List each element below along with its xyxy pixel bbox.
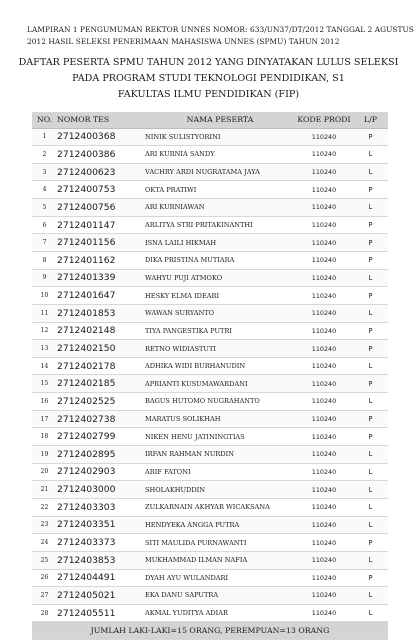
row-number: 20 [32, 463, 57, 481]
table-row [32, 199, 388, 217]
program-code: 110240 [295, 181, 353, 199]
row-number: 14 [32, 357, 57, 375]
header-kode-prodi: KODE PRODI [295, 112, 353, 128]
test-number: 2712402525 [57, 393, 142, 411]
gender-code: L [353, 481, 388, 499]
participant-name: ARI KURNIA SANDY [142, 146, 295, 164]
test-number: 2712401647 [57, 287, 142, 305]
table-row [32, 393, 388, 411]
row-number: 5 [32, 199, 57, 217]
gender-code: P [353, 251, 388, 269]
title-line-3: FAKULTAS ILMU PENDIDIKAN (FIP) [117, 89, 300, 100]
title-line-2: PADA PROGRAM STUDI TEKNOLOGI PENDIDIKAN, S1 [72, 73, 345, 84]
test-number: 2712402148 [57, 322, 142, 340]
row-number: 19 [32, 446, 57, 464]
row-number: 22 [32, 498, 57, 516]
test-number: 2712400753 [57, 181, 142, 199]
header-gender: L/P [353, 112, 388, 128]
row-number: 28 [32, 604, 57, 622]
table-row [32, 569, 388, 587]
participant-name: MARATUS SOLIKHAH [142, 410, 295, 428]
test-number: 2712402895 [57, 446, 142, 464]
row-number: 10 [32, 287, 57, 305]
gender-code: L [353, 199, 388, 217]
program-code: 110240 [295, 128, 353, 146]
summary-row [32, 622, 388, 640]
test-number: 2712402185 [57, 375, 142, 393]
test-number: 2712403373 [57, 534, 142, 552]
program-code: 110240 [295, 498, 353, 516]
test-number: 2712402178 [57, 357, 142, 375]
table-row [32, 146, 388, 164]
header-nama-peserta: NAMA PESERTA [142, 112, 295, 128]
header-nomor-tes: NOMOR TES [57, 112, 142, 128]
participant-table [32, 112, 388, 640]
participant-name: APRIANTI KUSUMAWARDANI [142, 375, 295, 393]
participant-name: MUKHAMMAD ILMAN NAFIA [142, 551, 295, 569]
gender-code: P [353, 234, 388, 252]
row-number: 13 [32, 340, 57, 358]
table-row [32, 304, 388, 322]
participant-name: HENDYEKA ANGGA PUTRA [142, 516, 295, 534]
table-row [32, 340, 388, 358]
gender-code: P [353, 181, 388, 199]
gender-code: L [353, 393, 388, 411]
program-code: 110240 [295, 322, 353, 340]
participant-name: WAWAN SURYANTO [142, 304, 295, 322]
row-number: 11 [32, 304, 57, 322]
gender-code: P [353, 534, 388, 552]
gender-code: L [353, 551, 388, 569]
program-code: 110240 [295, 534, 353, 552]
table-row [32, 163, 388, 181]
program-code: 110240 [295, 446, 353, 464]
program-code: 110240 [295, 551, 353, 569]
row-number: 9 [32, 269, 57, 287]
participant-name: ARI KURNIAWAN [142, 199, 295, 217]
program-code: 110240 [295, 146, 353, 164]
row-number: 7 [32, 234, 57, 252]
test-number: 2712402799 [57, 428, 142, 446]
participant-name: VACHRY ARDI NUGRATAMA JAYA [142, 163, 295, 181]
row-number: 21 [32, 481, 57, 499]
program-code: 110240 [295, 340, 353, 358]
row-number: 12 [32, 322, 57, 340]
table-row [32, 534, 388, 552]
program-code: 110240 [295, 216, 353, 234]
gender-code: L [353, 163, 388, 181]
gender-code: L [353, 587, 388, 605]
program-code: 110240 [295, 569, 353, 587]
test-number: 2712400623 [57, 163, 142, 181]
table-body [32, 128, 388, 622]
row-number: 15 [32, 375, 57, 393]
announcement-line-2: 2012 HASIL SELEKSI PENERIMAAN MAHASISWA UNNES (SPMU) TAHUN 2012 [27, 37, 340, 46]
test-number: 2712401853 [57, 304, 142, 322]
gender-code: P [353, 340, 388, 358]
table-row [32, 128, 388, 146]
participant-name: HESKY ELMA IDEARI [142, 287, 295, 305]
table-row [32, 551, 388, 569]
gender-code: L [353, 304, 388, 322]
test-number: 2712401147 [57, 216, 142, 234]
table-row [32, 446, 388, 464]
row-number: 17 [32, 410, 57, 428]
gender-code: L [353, 498, 388, 516]
participant-name: ARIF FATONI [142, 463, 295, 481]
participant-name: IRFAN RAHMAN NURDIN [142, 446, 295, 464]
table-row [32, 410, 388, 428]
table-row [32, 234, 388, 252]
participant-name: DYAH AYU WULANDARI [142, 569, 295, 587]
program-code: 110240 [295, 375, 353, 393]
participant-name: ZULKARNAIN AKHYAR WICAKSANA [142, 498, 295, 516]
table-row [32, 428, 388, 446]
row-number: 6 [32, 216, 57, 234]
gender-code: P [353, 322, 388, 340]
test-number: 2712400368 [57, 128, 142, 146]
gender-code: P [353, 287, 388, 305]
header-no: NO. [32, 112, 57, 128]
table-footer [32, 622, 388, 640]
row-number: 16 [32, 393, 57, 411]
gender-code: P [353, 569, 388, 587]
participant-name: ISNA LAILI HIKMAH [142, 234, 295, 252]
participant-name: DIKA PRISTINA MUTIARA [142, 251, 295, 269]
table-row [32, 587, 388, 605]
gender-code: L [353, 463, 388, 481]
row-number: 27 [32, 587, 57, 605]
participant-name: SITI MAULIDA PURNAWANTI [142, 534, 295, 552]
table-row [32, 251, 388, 269]
gender-code: L [353, 146, 388, 164]
row-number: 4 [32, 181, 57, 199]
gender-code: P [353, 128, 388, 146]
participant-name: ADHIKA WIDI BURHANUDIN [142, 357, 295, 375]
row-number: 24 [32, 534, 57, 552]
test-number: 2712401156 [57, 234, 142, 252]
table-row [32, 181, 388, 199]
test-number: 2712403853 [57, 551, 142, 569]
table-row [32, 498, 388, 516]
program-code: 110240 [295, 516, 353, 534]
participant-name: AKMAL YUDITYA ADIAR [142, 604, 295, 622]
test-number: 2712400386 [57, 146, 142, 164]
program-code: 110240 [295, 304, 353, 322]
program-code: 110240 [295, 251, 353, 269]
table-row [32, 481, 388, 499]
program-code: 110240 [295, 269, 353, 287]
test-number: 2712402738 [57, 410, 142, 428]
test-number: 2712400756 [57, 199, 142, 217]
announcement-reference [27, 24, 414, 48]
test-number: 2712404491 [57, 569, 142, 587]
participant-name: TIYA PANGESTIKA PUTRI [142, 322, 295, 340]
participant-name: NINIK SULISTYORINI [142, 128, 295, 146]
participant-name: WAHYU PUJI ATMOKO [142, 269, 295, 287]
program-code: 110240 [295, 463, 353, 481]
test-number: 2712401162 [57, 251, 142, 269]
program-code: 110240 [295, 481, 353, 499]
gender-code: P [353, 410, 388, 428]
test-number: 2712405021 [57, 587, 142, 605]
program-code: 110240 [295, 163, 353, 181]
participant-name: ARLITYA STRI PRITAKINANTHI [142, 216, 295, 234]
test-number: 2712403351 [57, 516, 142, 534]
participant-name: NIKEN HENU JATININGTIAS [142, 428, 295, 446]
participant-name: BAGUS HUTOMO NUGRAHANTO [142, 393, 295, 411]
program-code: 110240 [295, 287, 353, 305]
test-number: 2712403000 [57, 481, 142, 499]
participant-name: OKTA PRATIWI [142, 181, 295, 199]
test-number: 2712401339 [57, 269, 142, 287]
table-row [32, 463, 388, 481]
gender-code: P [353, 216, 388, 234]
program-code: 110240 [295, 199, 353, 217]
gender-code: P [353, 428, 388, 446]
program-code: 110240 [295, 393, 353, 411]
program-code: 110240 [295, 587, 353, 605]
participant-name: EKA DANU SAPUTRA [142, 587, 295, 605]
program-code: 110240 [295, 410, 353, 428]
program-code: 110240 [295, 234, 353, 252]
row-number: 26 [32, 569, 57, 587]
test-number: 2712403303 [57, 498, 142, 516]
row-number: 1 [32, 128, 57, 146]
header-row [32, 112, 388, 128]
gender-code: L [353, 516, 388, 534]
row-number: 2 [32, 146, 57, 164]
title-line-1: DAFTAR PESERTA SPMU TAHUN 2012 YANG DINYATAKAN LULUS SELEKSI [18, 57, 399, 68]
table-row [32, 322, 388, 340]
table-row [32, 516, 388, 534]
gender-code: L [353, 357, 388, 375]
row-number: 25 [32, 551, 57, 569]
row-number: 3 [32, 163, 57, 181]
table-row [32, 357, 388, 375]
table-row [32, 269, 388, 287]
participant-name: SHOLAKHUDDIN [142, 481, 295, 499]
program-code: 110240 [295, 357, 353, 375]
test-number: 2712402903 [57, 463, 142, 481]
test-number: 2712402150 [57, 340, 142, 358]
table-row [32, 604, 388, 622]
table-row [32, 287, 388, 305]
program-code: 110240 [295, 604, 353, 622]
table-row [32, 375, 388, 393]
participant-name: RETNO WIDIASTUTI [142, 340, 295, 358]
table-header [32, 112, 388, 128]
announcement-line-1: LAMPIRAN 1 PENGUMUMAN REKTOR UNNES NOMOR: 633/UN37/DT/2012 TANGGAL 2 AGUSTUS [27, 25, 414, 34]
gender-code: L [353, 604, 388, 622]
gender-code: P [353, 375, 388, 393]
table-row [32, 216, 388, 234]
program-code: 110240 [295, 428, 353, 446]
test-number: 2712405511 [57, 604, 142, 622]
gender-code: L [353, 446, 388, 464]
gender-code: L [353, 269, 388, 287]
gender-summary: JUMLAH LAKI-LAKI=15 ORANG, PEREMPUAN=13 ORANG [32, 622, 388, 640]
row-number: 23 [32, 516, 57, 534]
document-title [0, 55, 417, 103]
row-number: 8 [32, 251, 57, 269]
row-number: 18 [32, 428, 57, 446]
